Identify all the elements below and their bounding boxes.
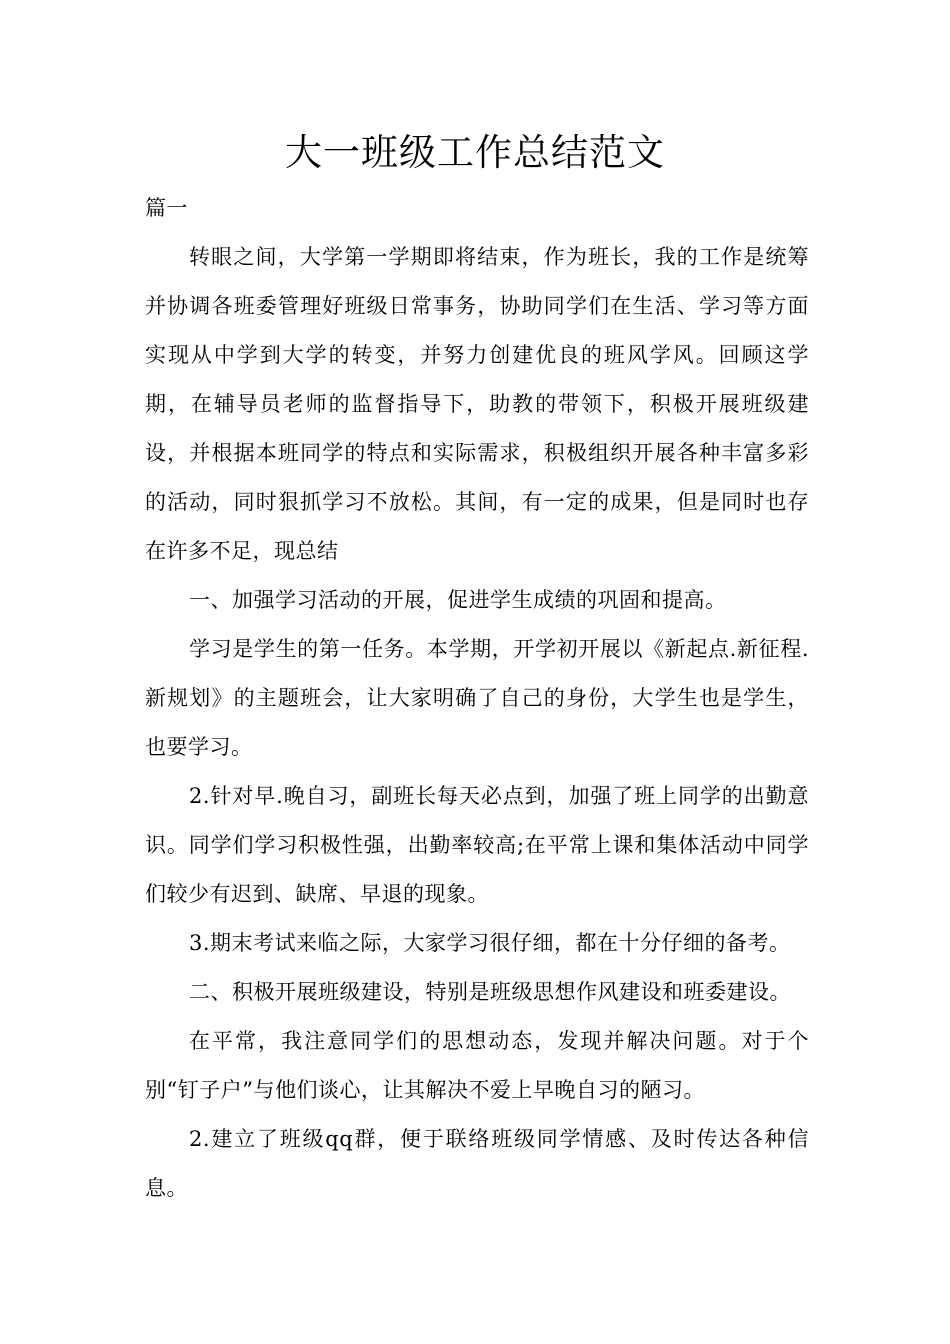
heading-section-two: 二、积极开展班级建设，特别是班级思想作风建设和班委建设。: [189, 980, 791, 1004]
heading-section-one: 一、加强学习活动的开展，促进学生成绩的巩固和提高。: [189, 588, 727, 612]
paragraph-exam-prep: 3.期末考试来临之际，大家学习很仔细，都在十分仔细的备考。: [189, 931, 791, 955]
paragraph-study-task: 学习是学生的第一任务。本学期，开学初开展以《新起点.新征程.新规划》的主题班会，让大家明确了自己的身份，大学生也是学生，也要学习。: [145, 637, 809, 759]
paragraph-qq-group: 2.建立了班级qq群，便于联络班级同学情感、及时传达各种信息。: [145, 1127, 809, 1200]
section-label: 篇一: [145, 196, 188, 220]
paragraph-intro: 转眼之间，大学第一学期即将结束，作为班长，我的工作是统筹并协调各班委管理好班级日常事务，协助同学们在生活、学习等方面实现从中学到大学的转变，并努力创建优良的班风学风。回顾这学期，在辅导员老师的监督指导下，助教的带领下，积极开展班级建设，并根据本班同学的特点和实际需求，积极组织开展各种丰富多彩的活动，同时狠抓学习不放松。其间，有一定的成果，但是同时也存在许多不足，现总结: [145, 245, 809, 563]
document-title: 大一班级工作总结范文: [285, 131, 665, 174]
paragraph-attendance: 2.针对早.晚自习，副班长每天必点到，加强了班上同学的出勤意识。同学们学习积极性强，出勤率较高;在平常上课和集体活动中同学们较少有迟到、缺席、早退的现象。: [145, 784, 809, 906]
document-body: [145, 184, 809, 1213]
paragraph-thought-dynamics: 在平常，我注意同学们的思想动态，发现并解决问题。对于个别“钉子户”与他们谈心，让其解决不爱上早晚自习的陋习。: [145, 1029, 809, 1102]
